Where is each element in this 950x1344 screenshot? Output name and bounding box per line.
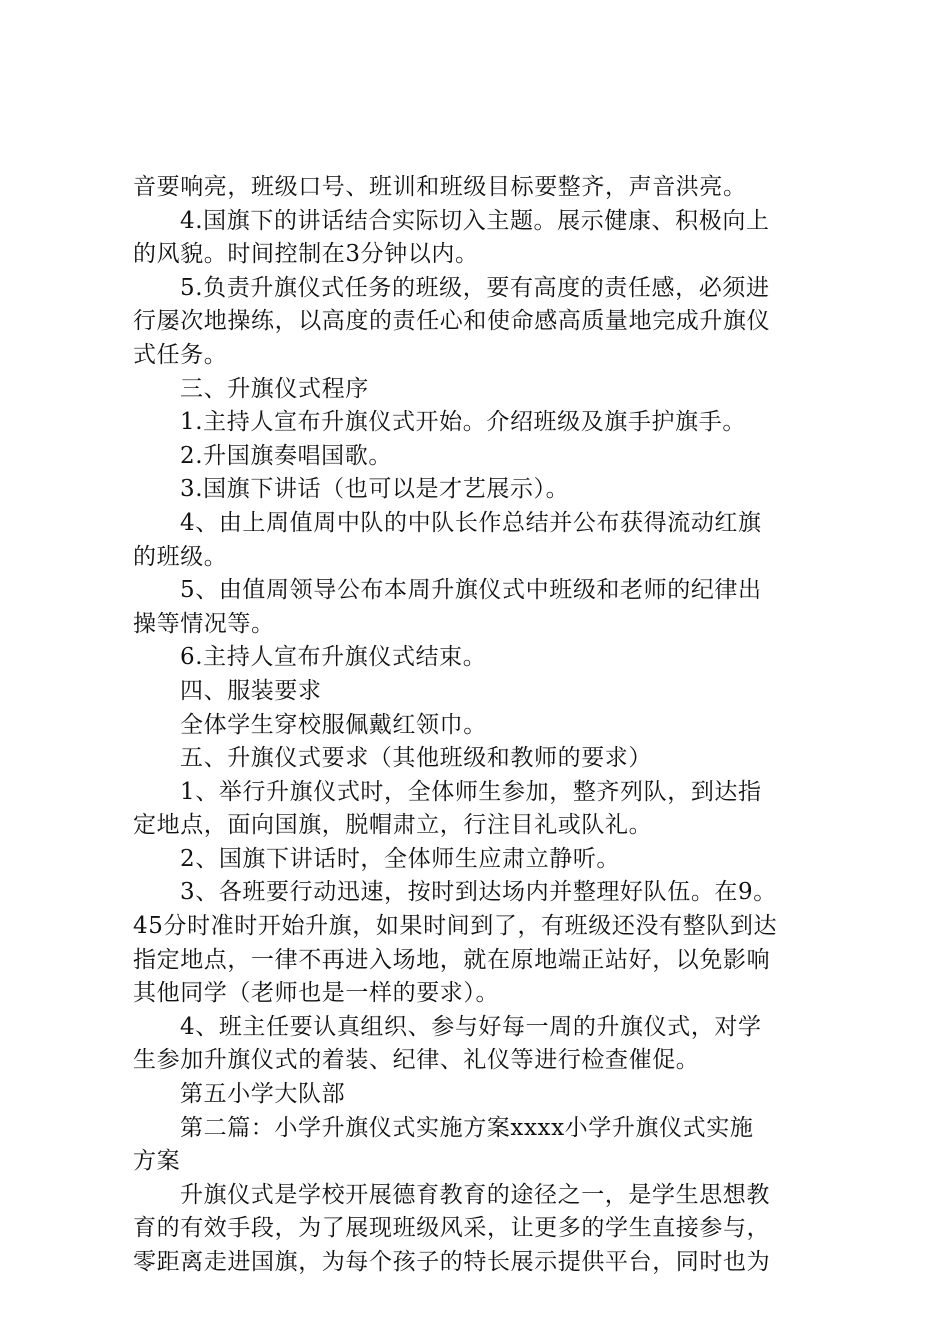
text-line: 其他同学（老师也是一样的要求）。: [133, 980, 500, 1007]
text-line: 4.国旗下的讲话结合实际切入主题。展示健康、积极向上: [180, 207, 770, 234]
text-line: 生参加升旗仪式的着装、纪律、礼仪等进行检查催促。: [133, 1047, 700, 1074]
text-line: 1、举行升旗仪式时，全体师生参加，整齐列队，到达指: [180, 778, 762, 805]
text-line: 四、服装要求: [180, 677, 322, 704]
text-line: 4、班主任要认真组织、参与好每一周的升旗仪式，对学: [180, 1013, 762, 1040]
text-line: 3.国旗下讲话（也可以是才艺展示）。: [180, 476, 570, 503]
text-line: 方案: [133, 1148, 181, 1175]
text-line: 的风貌。时间控制在3分钟以内。: [133, 241, 479, 268]
text-line: 式任务。: [133, 341, 228, 368]
text-line: 5、由值周领导公布本周升旗仪式中班级和老师的纪律出: [180, 577, 762, 604]
text-line: 全体学生穿校服佩戴红领巾。: [180, 711, 487, 738]
text-line: 3、各班要行动迅速，按时到达场内并整理好队伍。在9。: [180, 879, 777, 906]
text-line: 6.主持人宣布升旗仪式结束。: [180, 644, 487, 671]
text-line: 2、国旗下讲话时，全体师生应肃立静听。: [180, 845, 621, 872]
text-line: 45分时准时开始升旗，如果时间到了，有班级还没有整队到达: [133, 913, 778, 940]
text-line: 第五小学大队部: [180, 1081, 346, 1108]
text-line: 五、升旗仪式要求（其他班级和教师的要求）: [180, 745, 652, 772]
text-line: 5.负责升旗仪式任务的班级，要有高度的责任感，必须进: [180, 274, 770, 301]
text-line: 1.主持人宣布升旗仪式开始。介绍班级及旗手护旗手。: [180, 409, 746, 436]
text-line: 三、升旗仪式程序: [180, 375, 369, 402]
document-body: [133, 171, 823, 1280]
text-line: 操等情况等。: [133, 610, 275, 637]
text-line: 定地点，面向国旗，脱帽肃立，行注目礼或队礼。: [133, 812, 653, 839]
text-line: 4、由上周值周中队的中队长作总结并公布获得流动红旗: [180, 509, 762, 536]
text-line: 第二篇：小学升旗仪式实施方案xxxx小学升旗仪式实施: [180, 1114, 754, 1141]
text-line: 零距离走进国旗，为每个孩子的特长展示提供平台，同时也为: [133, 1249, 771, 1275]
text-line: 指定地点，一律不再进入场地，就在原地端正站好，以免影响: [133, 946, 771, 973]
text-line: 的班级。: [133, 543, 228, 570]
text-line: 行屡次地操练，以高度的责任心和使命感高质量地完成升旗仪: [133, 308, 771, 335]
text-line: 2.升国旗奏唱国歌。: [180, 442, 392, 469]
text-line: 音要响亮，班级口号、班训和班级目标要整齐，声音洪亮。: [133, 174, 747, 200]
text-line: 育的有效手段，为了展现班级风采，让更多的学生直接参与，: [133, 1215, 771, 1242]
text-line: 升旗仪式是学校开展德育教育的途径之一，是学生思想教: [180, 1181, 770, 1208]
